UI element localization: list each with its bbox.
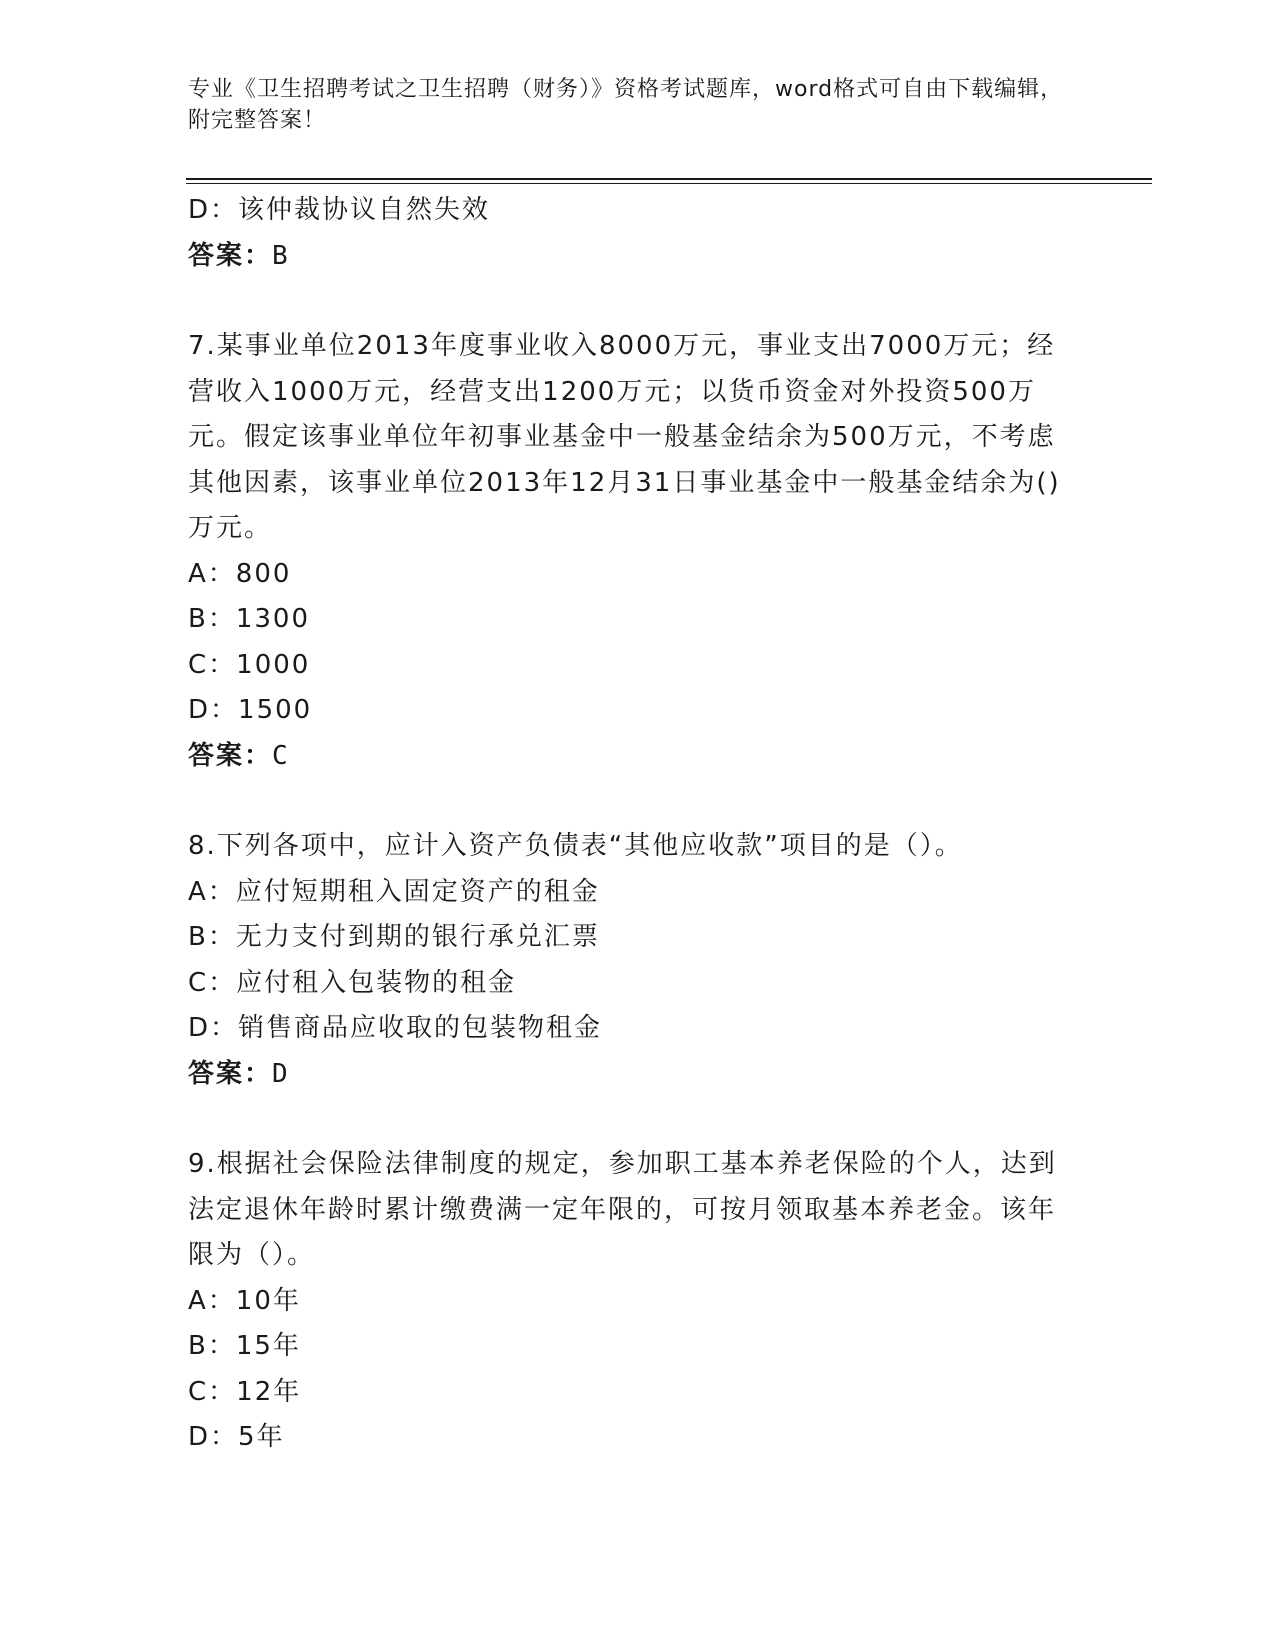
spacer	[188, 279, 1088, 324]
spacer	[188, 1097, 1088, 1142]
prev-answer	[188, 234, 1088, 280]
answer-value: B	[272, 240, 290, 271]
header-rule-thin	[186, 183, 1152, 184]
document-header: 专业《卫生招聘考试之卫生招聘（财务）》资格考试题库，word格式可自由下载编辑，附完整答案！	[188, 77, 1064, 133]
question-9-option-d: D：5年	[188, 1422, 285, 1452]
question-8-option-c: C：应付租入包装物的租金	[188, 967, 517, 998]
document-body	[188, 188, 1088, 1461]
question-8-text: 8.下列各项中，应计入资产负债表“其他应收款”项目的是（）。	[188, 831, 963, 861]
question-8-option-a: A：应付短期租入固定资产的租金	[188, 876, 600, 907]
spacer	[188, 779, 1088, 824]
question-7-text: 7.某事业单位2013年度事业收入8000万元，事业支出7000万元；经营收入1000万元，经营支出1200万元；以货币资金对外投资500万元。假定该事业单位年初事业基金中一般基金结余为500万元，不考虑其他因素，该事业单位2013年12月31日事业基金中一般基金结余为()万元。	[188, 331, 1061, 543]
header-rule-thick	[186, 178, 1152, 180]
question-9-option-c: C：12年	[188, 1376, 302, 1407]
answer-label: 答案：	[188, 740, 273, 771]
question-7-option-b: B：1300	[188, 604, 311, 634]
question-8-option-d: D：销售商品应收取的包装物租金	[188, 1013, 603, 1043]
answer-label: 答案：	[188, 1058, 273, 1089]
question-9-option-b: B：15年	[188, 1331, 301, 1361]
question-9-option-a: A：10年	[188, 1285, 301, 1316]
question-7-option-a: A：800	[188, 558, 292, 589]
question-7-option-c: C：1000	[188, 649, 311, 680]
question-7-option-d: D：1500	[188, 695, 313, 725]
question-7-answer	[188, 734, 1088, 780]
prev-option-d: D：该仲裁协议自然失效	[188, 195, 491, 225]
answer-value: C	[272, 740, 290, 771]
question-9-text: 9.根据社会保险法律制度的规定，参加职工基本养老保险的个人，达到法定退休年龄时累计缴费满一定年限的，可按月领取基本养老金。该年限为（）。	[188, 1149, 1057, 1270]
question-8-answer	[188, 1052, 1088, 1098]
answer-label: 答案：	[188, 240, 273, 271]
question-8-option-b: B：无力支付到期的银行承兑汇票	[188, 922, 600, 952]
answer-value: D	[272, 1058, 290, 1089]
